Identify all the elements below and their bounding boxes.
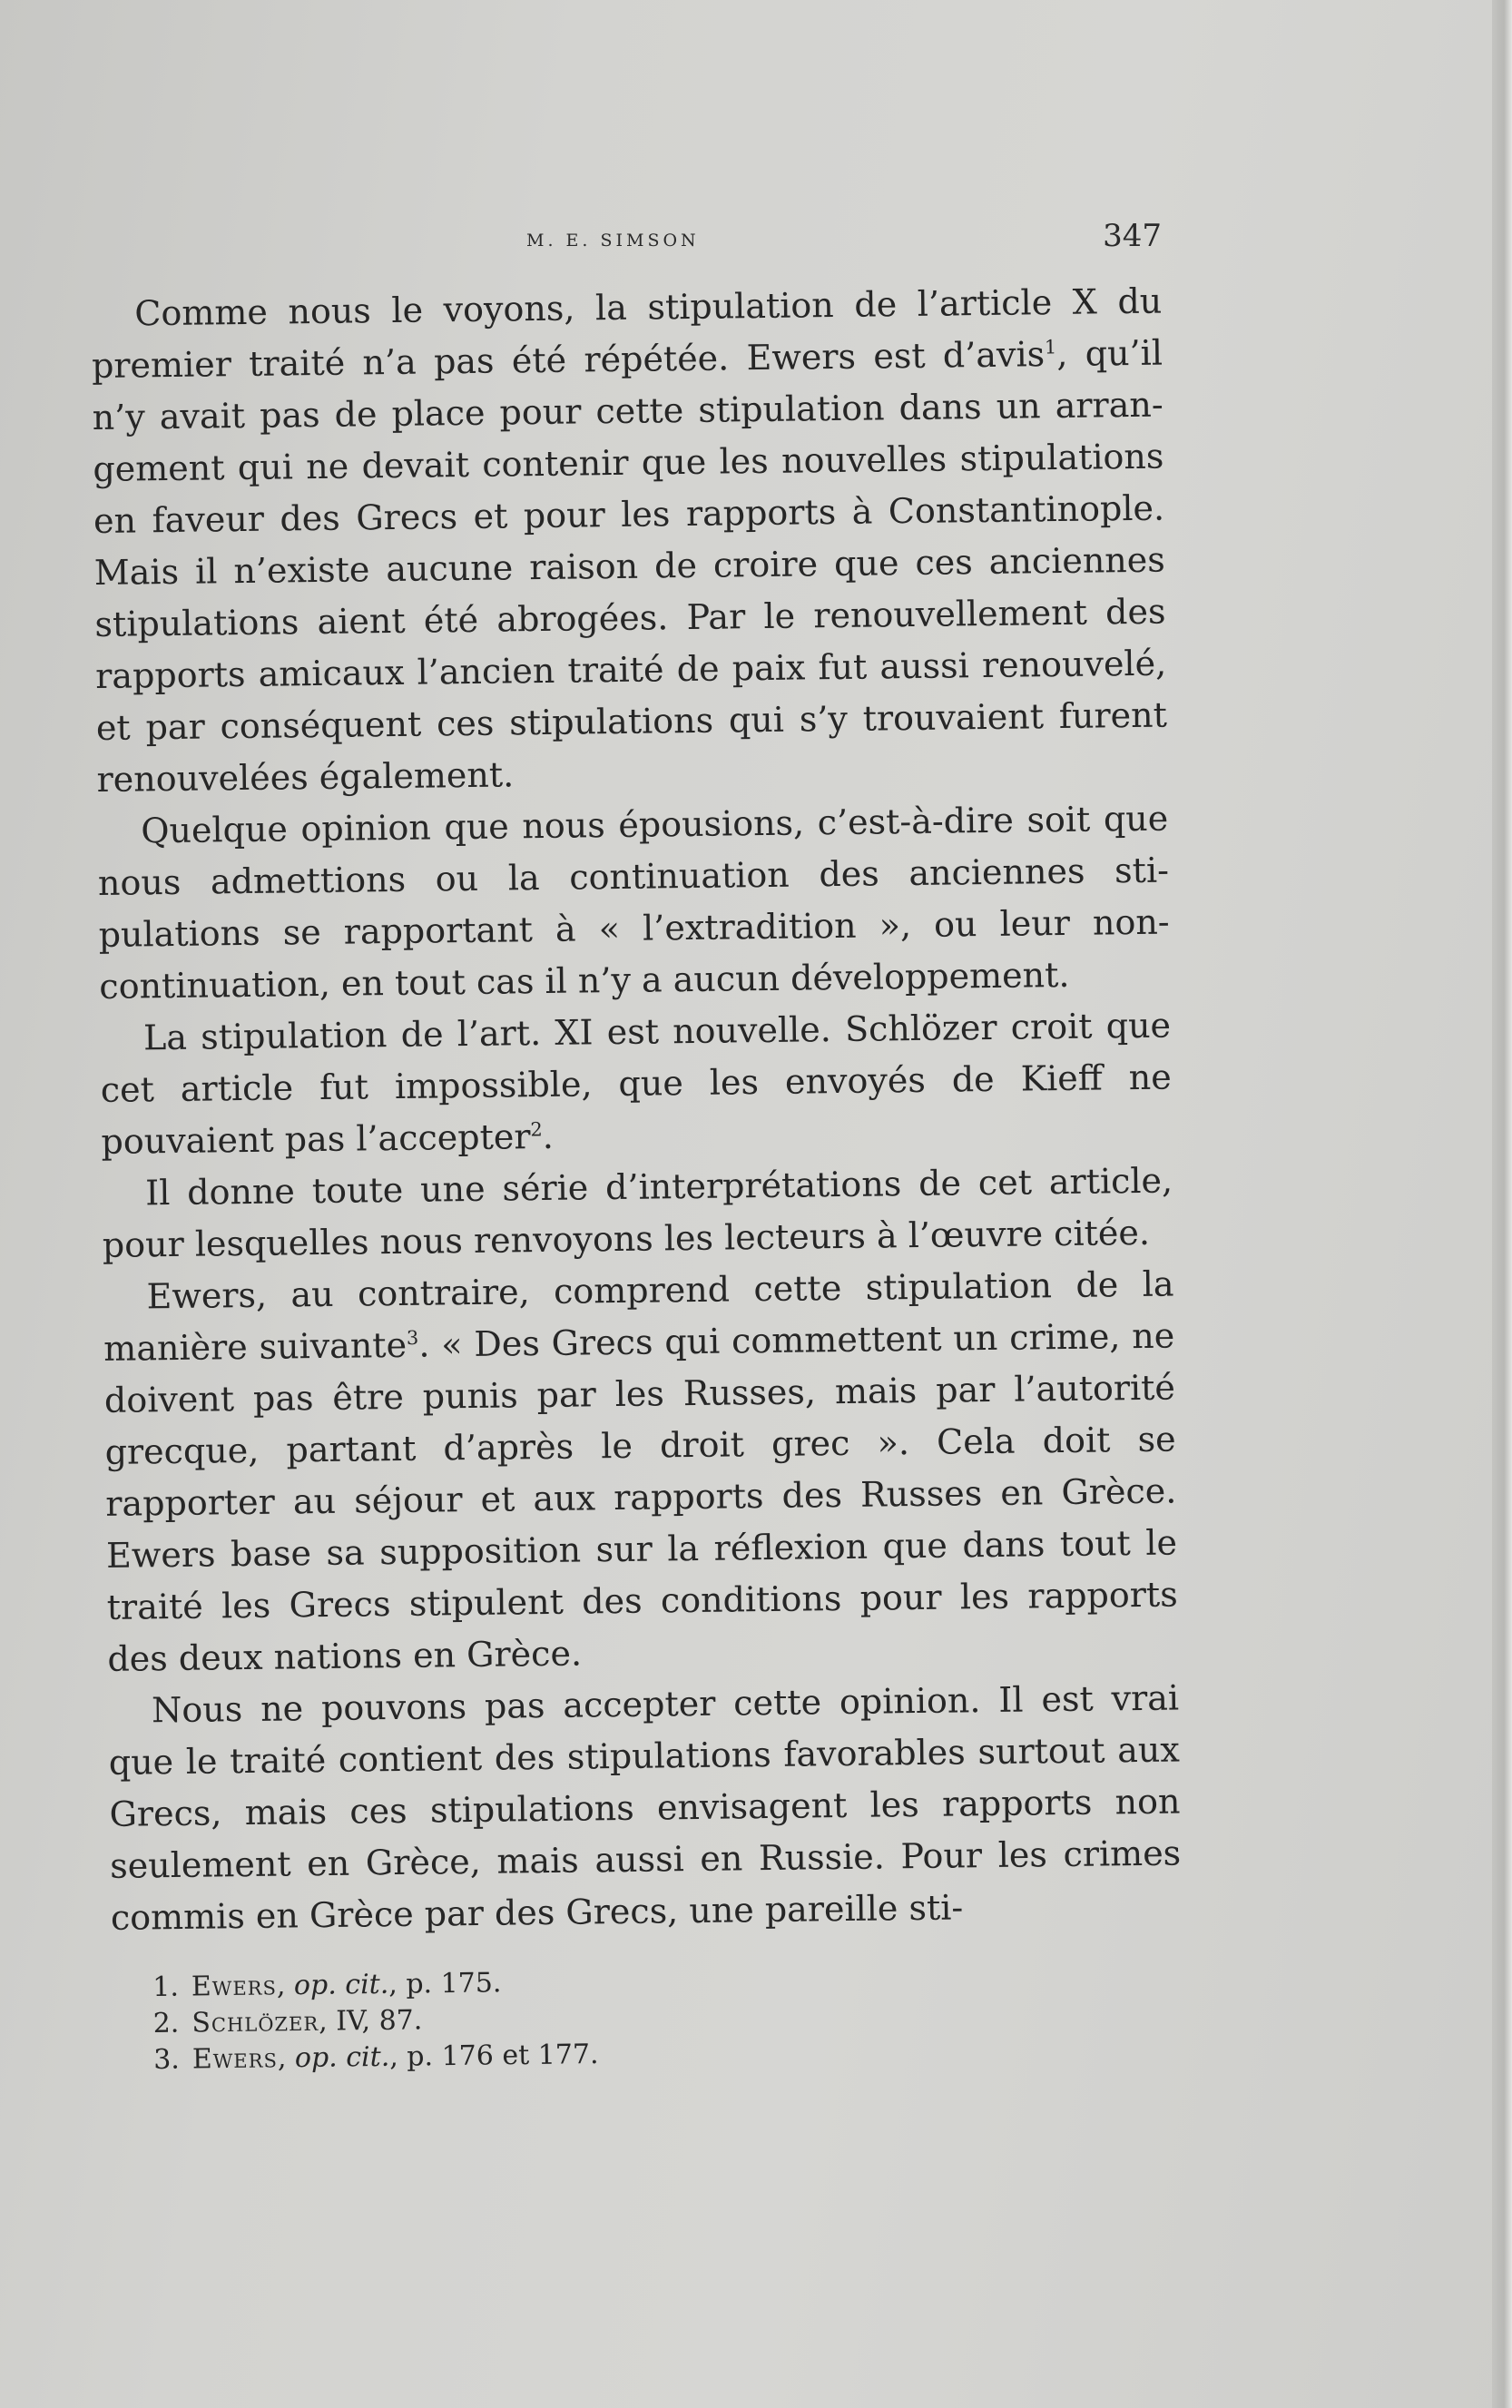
footnote-number: 1.: [152, 1971, 180, 2003]
footnote-text: [191, 1965, 502, 2005]
paragraph-text: La stipulation de l’art. XI est nouvelle. Schlözer croit que cet article fut impossible, que les envoyés de Kieff ne pouvaient pas l’accepter: [100, 1005, 1172, 1162]
page-spine-shadow: [1492, 0, 1512, 2408]
footnote-separator: ,: [276, 1970, 295, 2002]
paragraph: [102, 1155, 1173, 1272]
paragraph: [100, 1000, 1173, 1168]
footnote-number: 3.: [153, 2043, 181, 2076]
footnote-number: 2.: [152, 2007, 180, 2039]
footnote-author: Ewers: [191, 2042, 279, 2076]
body-text: [91, 276, 1182, 1944]
paragraph-text: Comme nous le voyons, la stipulation de l’article X du premier traité n’a pas été répétée. Ewers est d’avis: [91, 280, 1163, 386]
footnote-reference: 1: [1044, 336, 1057, 359]
paragraph: [108, 1672, 1182, 1943]
paragraph-text: Nous ne pouvons pas accepter cette opinion. Il est vrai que le traité contient des stipulations favorables surtout aux Grecs, mais ces stipulations envisagent les rapports non seulement en Grèce, mais aussi en Russie. Pour les crimes commis en Grèce par des Grecs, une pareille sti-: [108, 1677, 1182, 1938]
paragraph-text: Ewers, au contraire, comprend cette stipulation de la manière suivante: [103, 1263, 1174, 1369]
paragraph-text: Quelque opinion que nous épousions, c’est-à-dire soit que nous admettions ou la continuation des anciennes stipulations se rapportant à « l’extradition », ou leur non-continuation, en tout cas il n’y a aucun développement.: [97, 798, 1170, 1007]
footnote-author: Schlözer: [191, 2005, 319, 2039]
page-number: 347: [1103, 218, 1162, 254]
footnote-text: [191, 2002, 422, 2041]
paragraph-text: , qu’il n’y avait pas de place pour cette stipulation dans un arrangement qui ne devait contenir que les nouvelles stipulations en faveur des Grecs et pour les rapports à Constantinople. Mais il n’existe aucune raison de croire que ces anciennes stipulations aient été abrogées. Par le renouvellement des rapports amicaux l’ancien traité de paix fut aussi renouvelé, et par conséquent ces stipulations qui s’y trouvaient furent renouvelées également.: [92, 332, 1168, 800]
footnote-locator: , p. 176 et 177.: [389, 2039, 599, 2073]
footnote-locator: , p. 175.: [388, 1967, 502, 2000]
footnote-citation: op. cit.: [293, 1968, 389, 2002]
footnote-citation: op. cit.: [294, 2040, 390, 2075]
paragraph-text: . « Des Grecs qui commettent un crime, ne doivent pas être punis par les Russes, mais par l’autorité grecque, partant d’après le droit grec ». Cela doit se rapporter au séjour et aux rapports des Russes en Grèce. Ewers base sa supposition sur la réflexion que dans tout le traité les Grecs stipulent des conditions pour les rapports des deux nations en Grèce.: [103, 1315, 1178, 1679]
paragraph-text: Il donne toute une série d’interprétations de cet article, pour lesquelles nous renvoyons les lecteurs à l’œuvre citée.: [102, 1160, 1173, 1265]
page-header: [91, 218, 1162, 272]
running-title: M. E. SIMSON: [526, 231, 700, 251]
footnotes: [152, 1960, 970, 2079]
paragraph: [97, 793, 1171, 1013]
paragraph: [91, 276, 1168, 806]
footnote-locator: IV, 87.: [336, 2004, 423, 2038]
footnote-reference: 2: [530, 1118, 543, 1141]
footnote-separator: ,: [277, 2042, 296, 2075]
footnote-author: Ewers: [191, 1970, 278, 2003]
paragraph: [103, 1259, 1178, 1686]
footnote-separator: ,: [318, 2005, 337, 2038]
footnote-reference: 3: [406, 1327, 419, 1350]
footnote-text: [192, 2037, 599, 2078]
paragraph-text: .: [542, 1116, 555, 1156]
